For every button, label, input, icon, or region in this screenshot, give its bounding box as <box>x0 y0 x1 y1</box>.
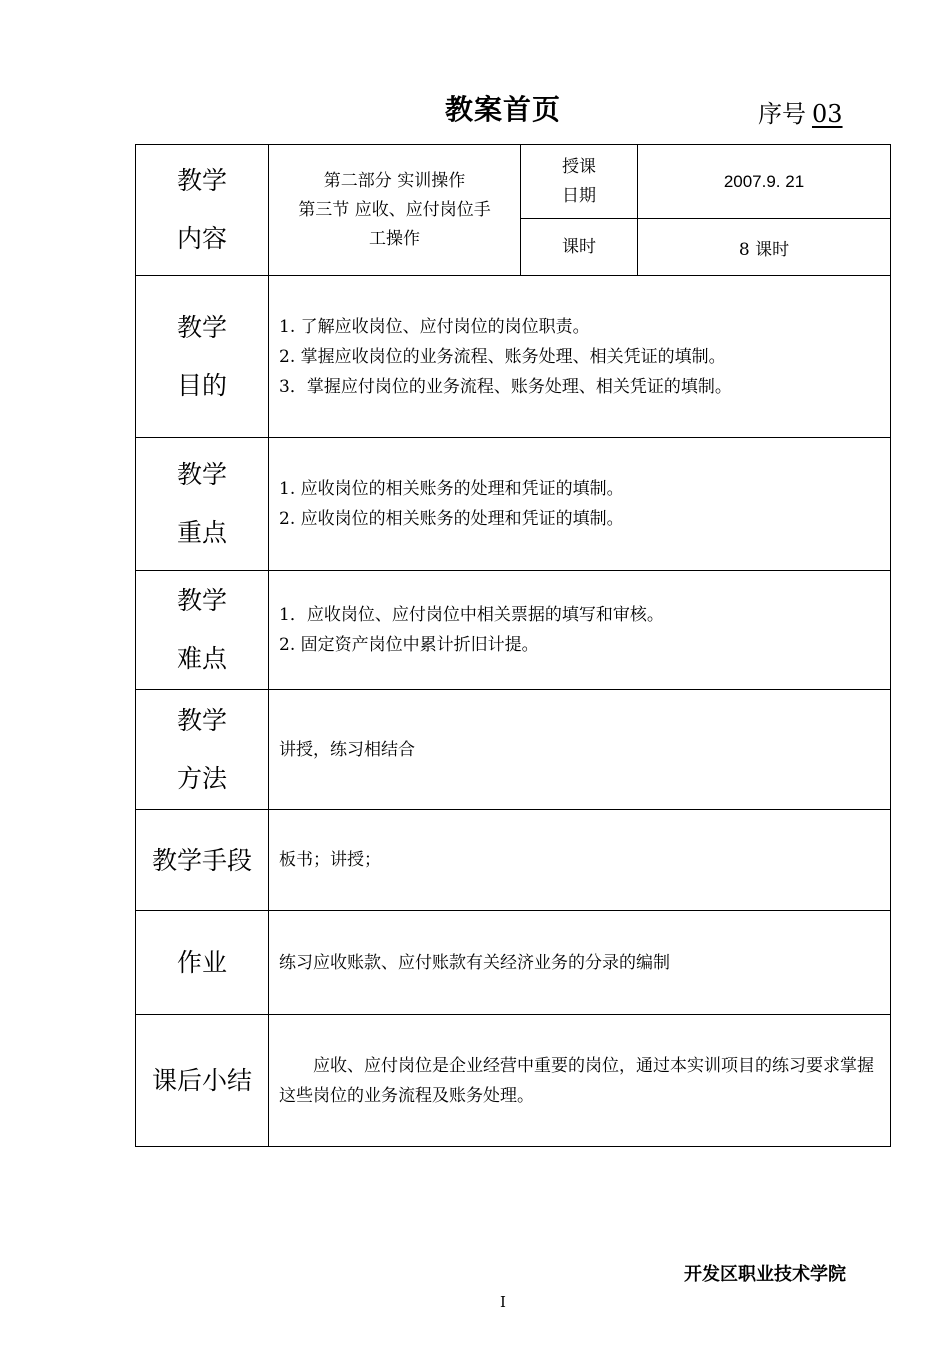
label-content <box>136 145 269 276</box>
label-date-line1: 授课 <box>562 156 596 177</box>
label-objectives-line1: 教学 <box>176 312 227 342</box>
school-name: 开发区职业技术学院 <box>684 1264 846 1285</box>
key-point-item: 2. 应收岗位的相关账务的处理和凭证的填制。 <box>279 509 624 529</box>
row-difficulties <box>136 571 891 690</box>
label-key-points <box>136 438 269 571</box>
label-difficulties-line1: 教学 <box>176 586 227 615</box>
key-point-item: 1. 应收岗位的相关账务的处理和凭证的填制。 <box>279 479 624 499</box>
row-homework <box>136 911 891 1015</box>
page-title: 教案首页 <box>445 93 562 126</box>
serial-number <box>758 94 851 129</box>
label-objectives-line2: 目的 <box>176 370 227 400</box>
label-difficulties-line2: 难点 <box>176 644 227 673</box>
means-text: 板书；讲授； <box>269 810 891 911</box>
objective-item: 1. 了解应收岗位、应付岗位的岗位职责。 <box>279 316 590 337</box>
difficulty-item: 2. 固定资产岗位中累计折旧计提。 <box>279 635 539 655</box>
objectives-list <box>269 276 891 438</box>
lesson-plan-table <box>135 144 891 1147</box>
row-methods <box>136 690 891 810</box>
homework-text: 练习应收账款、应付账款有关经济业务的分录的编制 <box>269 911 891 1015</box>
label-date <box>521 145 638 219</box>
content-line: 第三节 应收、应付岗位手 <box>298 199 491 220</box>
key-points-list <box>269 438 891 571</box>
objective-item: 3．掌握应付岗位的业务流程、账务处理、相关凭证的填制。 <box>279 376 732 397</box>
label-hours: 课时 <box>521 219 638 276</box>
label-methods-line1: 教学 <box>176 705 227 735</box>
label-content-line1: 教学 <box>176 166 227 195</box>
label-key-points-line1: 教学 <box>176 460 227 489</box>
label-means: 教学手段 <box>136 810 269 911</box>
label-methods-line2: 方法 <box>176 763 227 793</box>
page-number: I <box>500 1293 506 1311</box>
hours-value: 8 课时 <box>638 219 891 276</box>
label-key-points-line2: 重点 <box>176 518 227 547</box>
content-line: 工操作 <box>369 228 420 249</box>
content-line: 第二部分 实训操作 <box>323 170 466 191</box>
label-content-line2: 内容 <box>176 224 227 253</box>
serial-value: 03 <box>812 100 843 128</box>
row-summary <box>136 1015 891 1147</box>
row-key-points <box>136 438 891 571</box>
content-value <box>269 145 521 276</box>
row-means <box>136 810 891 911</box>
difficulties-list <box>269 571 891 690</box>
label-objectives <box>136 276 269 438</box>
methods-text: 讲授，练习相结合 <box>269 690 891 810</box>
summary-text: 应收、应付岗位是企业经营中重要的岗位，通过本实训项目的练习要求掌握这些岗位的业务流程及账务处理。 <box>269 1015 891 1147</box>
serial-label: 序号 <box>758 100 806 128</box>
row-objectives <box>136 276 891 438</box>
label-summary: 课后小结 <box>136 1015 269 1147</box>
objective-item: 2. 掌握应收岗位的业务流程、账务处理、相关凭证的填制。 <box>279 346 726 367</box>
date-value: 2007.9. 21 <box>638 145 891 219</box>
label-difficulties <box>136 571 269 690</box>
row-content-date <box>136 145 891 219</box>
label-methods <box>136 690 269 810</box>
label-homework: 作业 <box>136 911 269 1015</box>
label-date-line2: 日期 <box>562 185 596 206</box>
difficulty-item: 1．应收岗位、应付岗位中相关票据的填写和审核。 <box>279 605 664 625</box>
